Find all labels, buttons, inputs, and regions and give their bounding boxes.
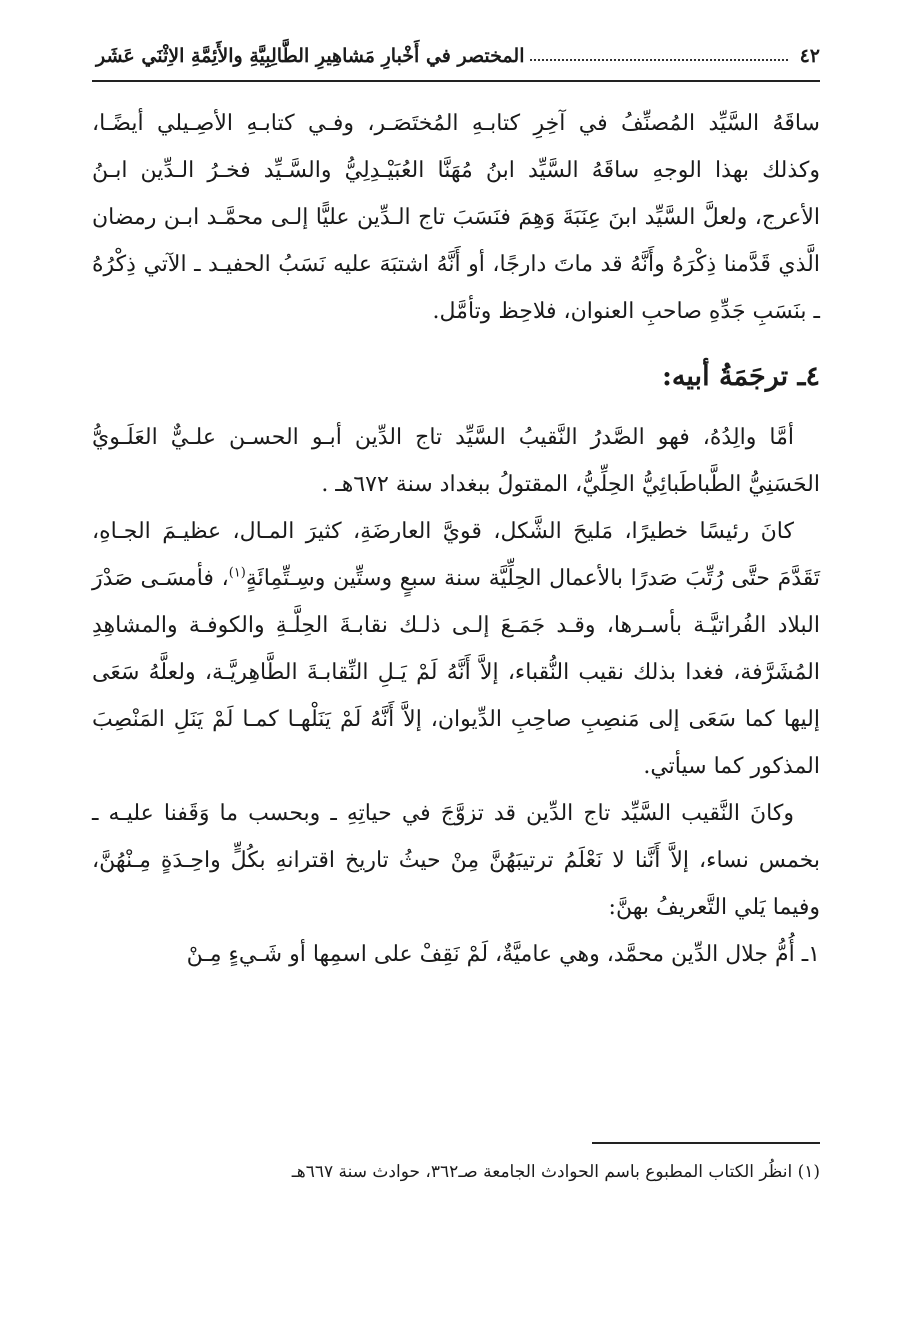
paragraph-1: ساقَهُ السَّيِّد المُصنِّفُ في آخِرِ كتابـهِ المُختَصَـر، وفـي كتابـهِ الأصِـيلي أيضًـا، وكذلك بهذا الوجهِ ساقَهُ السَّيِّد ابنُ مُهَنَّا العُبَيْـدِلِيُّ والسَّـيِّد فخـرُ الـدِّين ابـنُ الأعرج، ولعلَّ السَّيِّد ابنَ عِنَبَةَ وَهِمَ فنَسَبَ تاج الـدِّين عليًّا إلـى محمَّـد ابـن رمضان الَّذي قَدَّمنا ذِكْرَهُ وأَنَّهُ قد ماتَ دارجًا، أو أَنَّهُ اشتبَهَ عليه نَسَبُ الحفيـد ـ الآتي ذِكْرُهُ ـ بنَسَبِ جَدِّهِ صاحبِ العنوان، فلاحِظ وتأمَّل. [92,111,820,324]
paragraph-3-main: كانَ رئيسًا خطيرًا، مَليحَ الشَّكل، قويَّ العارضَةِ، كثيرَ المـال، عظيـمَ الجـاهِ، تَقَدَّمَ حتَّى رُتِّبَ صَدرًا بالأعمال الحِلِّيَّة سنة سبعٍ وستِّين وسِـتِّمِائَةٍ [92,519,820,591]
paragraph-4: وكانَ النَّقيب السَّيِّد تاج الدِّين قد تزوَّجَ في حياتِهِ ـ وبحسب ما وَقَفنا عليـه ـ بخمس نساء، إلاَّ أَنَّنا لا نَعْلَمُ ترتيبَهُنَّ مِنْ حيثُ تاريخ اقترانهِ بكُلٍّ واحِـدَةٍ مِـنْهُنَّ، وفيما يَلي التَّعريفُ بهنَّ: [92,801,820,920]
body-text [92,100,820,978]
book-title: المختصر في أَخْبارِ مَشاهِيرِ الطَّالِبِيَّةِ والأَئِمَّةِ الاِثْنَي عَشَر [96,45,525,67]
paragraph-2: أمَّا والِدُهُ، فهو الصَّدرُ النَّقيبُ السَّيِّد تاج الدِّين أبـو الحسـن علـيٌّ العَلَـويُّ الحَسَنِيُّ الطَّباطَبائِيُّ الحِلِّيُّ، المقتولُ ببغداد سنة ٦٧٢هـ . [92,425,820,497]
leader-dots [530,59,787,61]
paragraph-3 [92,508,820,790]
paragraph-5: ١ـ أُمُّ جلال الدِّين محمَّد، وهي عاميَّةٌ، لَمْ نَقِفْ على اسمِها أو شَـيءٍ مِـنْ [186,942,820,967]
footnote-reference: (١) [228,565,246,581]
section-heading: ٤ـ ترجَمَةُ أبيه: [661,361,820,392]
footnote-rule [592,1142,820,1144]
page-number: ٤٢ [799,45,820,67]
paragraph-3-rest: ، فأمسَـى صَدْرَ البلاد الفُراتيَّـة بأسـرها، وقـد جَمَـعَ إلـى ذلـك نقابـةَ الحِلَّـةِ والكوفـة والمشاهِدِ المُشَرَّفة، فغدا بذلك نقيب النُّقباء، إلاَّ أَنَّهُ لَمْ يَـلِ النِّقابـةَ الطَّاهِريَّـة، ولعلَّهُ سَعَى إليها كما سَعَى إلى مَنصِبِ صاحِبِ الدِّيوان، إلاَّ أَنَّهُ لَمْ يَنَلْهـا كمـا لَمْ يَنَلِ المَنْصِبَ المذكور كما سيأتي. [92,566,820,779]
header-rule [92,80,820,82]
footnote: (١) انظُر الكتاب المطبوع باسم الحوادث الجامعة صـ٣٦٢، حوادث سنة ٦٦٧هـ [291,1162,820,1182]
running-header [92,38,820,74]
